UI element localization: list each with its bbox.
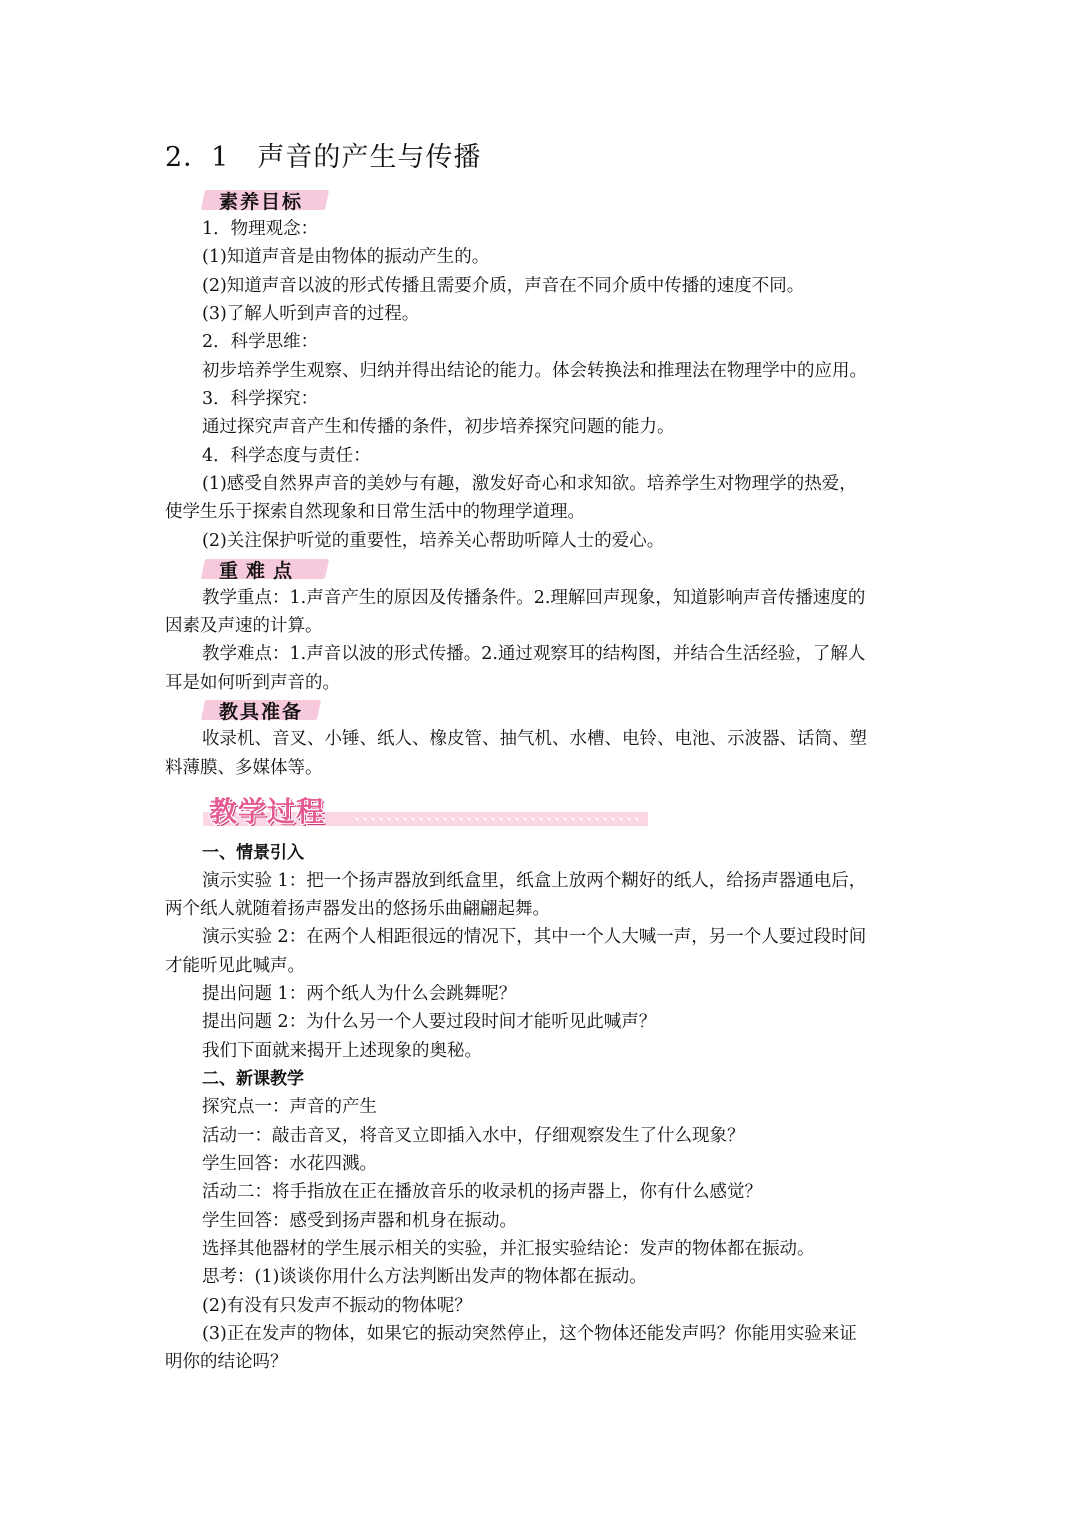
answer-2: 学生回答：感受到扬声器和机身在振动。 [202,1211,517,1231]
goal-1-heading: 1．物理观念： [202,219,319,239]
tools-line1: 收录机、音叉、小锤、纸人、橡皮管、抽气机、水槽、电铃、电池、示波器、话筒、塑 [202,729,867,749]
goal-3-heading: 3．科学探究： [202,389,319,409]
page-title [165,136,481,180]
section-title: 声音的产生与传播 [257,142,482,173]
key-points-badge [203,556,300,582]
think-3-line1: (3)正在发声的物体，如果它的振动突然停止，这个物体还能发声吗？你能用实验来证 [202,1324,857,1344]
goal-1-item-c: (3)了解人听到声音的过程。 [202,304,420,324]
question-1: 提出问题 1：两个纸人为什么会跳舞呢？ [202,984,517,1004]
goals-badge-label: 素养目标 [219,190,304,213]
section-2-heading: 二、新课教学 [202,1069,304,1089]
demo-1-line2: 两个纸人就随着扬声器发出的悠扬乐曲翩翩起舞。 [165,899,550,919]
think-2: (2)有没有只发声不振动的物体呢？ [202,1296,472,1316]
goal-4-item-a-line2: 使学生乐于探索自然现象和日常生活中的物理学道理。 [165,502,585,522]
tools-badge-label: 教具准备 [219,700,304,723]
demo-2-line2: 才能听见此喊声。 [165,956,305,976]
difficulty-line1: 教学难点：1.声音以波的形式传播。2.通过观察耳的结构图，并结合生活经验，了解人 [202,644,866,664]
section-number: 2．1 [165,142,230,173]
goal-2-heading: 2．科学思维： [202,332,319,352]
think-1: 思考：(1)谈谈你用什么方法判断出发声的物体都在振动。 [202,1267,647,1287]
conclusion-line: 选择其他器材的学生展示相关的实验，并汇报实验结论：发声的物体都在振动。 [202,1239,815,1259]
goal-3-text: 通过探究声音产生和传播的条件，初步培养探究问题的能力。 [202,417,675,437]
goal-1-item-a: (1)知道声音是由物体的振动产生的。 [202,247,490,267]
process-banner [203,790,648,830]
think-3-line2: 明你的结论吗？ [165,1352,288,1372]
goal-4-item-b: (2)关注保护听觉的重要性，培养关心帮助听障人士的爱心。 [202,531,665,551]
activity-1: 活动一：敲击音叉，将音叉立即插入水中，仔细观察发生了什么现象？ [202,1126,745,1146]
banner-dots [353,817,638,821]
activity-2: 活动二：将手指放在正在播放音乐的收录机的扬声器上，你有什么感觉？ [202,1182,762,1202]
key-points-badge-label: 重难点 [219,559,301,582]
answer-1: 学生回答：水花四溅。 [202,1154,377,1174]
tools-badge [203,697,303,723]
explore-point-1: 探究点一：声音的产生 [202,1097,377,1117]
reveal-line: 我们下面就来揭开上述现象的奥秘。 [202,1041,482,1061]
demo-1-line1: 演示实验 1：把一个扬声器放到纸盒里，纸盒上放两个糊好的纸人，给扬声器通电后， [202,871,867,891]
goal-1-item-b: (2)知道声音以波的形式传播且需要介质，声音在不同介质中传播的速度不同。 [202,276,805,296]
question-2: 提出问题 2：为什么另一个人要过段时间才能听见此喊声？ [202,1012,657,1032]
demo-2-line1: 演示实验 2：在两个人相距很远的情况下，其中一个人大喊一声，另一个人要过段时间 [202,927,867,947]
goal-4-item-a-line1: (1)感受自然界声音的美妙与有趣，激发好奇心和求知欲。培养学生对物理学的热爱， [202,474,857,494]
section-1-heading: 一、情景引入 [202,843,304,863]
tools-line2: 料薄膜、多媒体等。 [165,758,323,778]
goals-badge [203,187,303,213]
goal-2-text: 初步培养学生观察、归纳并得出结论的能力。体会转换法和推理法在物理学中的应用。 [202,361,867,381]
process-banner-label: 教学过程 [209,795,326,828]
goal-4-heading: 4．科学态度与责任： [202,446,371,466]
focus-line2: 因素及声速的计算。 [165,616,323,636]
focus-line1: 教学重点：1.声音产生的原因及传播条件。2.理解回声现象，知道影响声音传播速度的 [202,588,866,608]
difficulty-line2: 耳是如何听到声音的。 [165,673,340,693]
